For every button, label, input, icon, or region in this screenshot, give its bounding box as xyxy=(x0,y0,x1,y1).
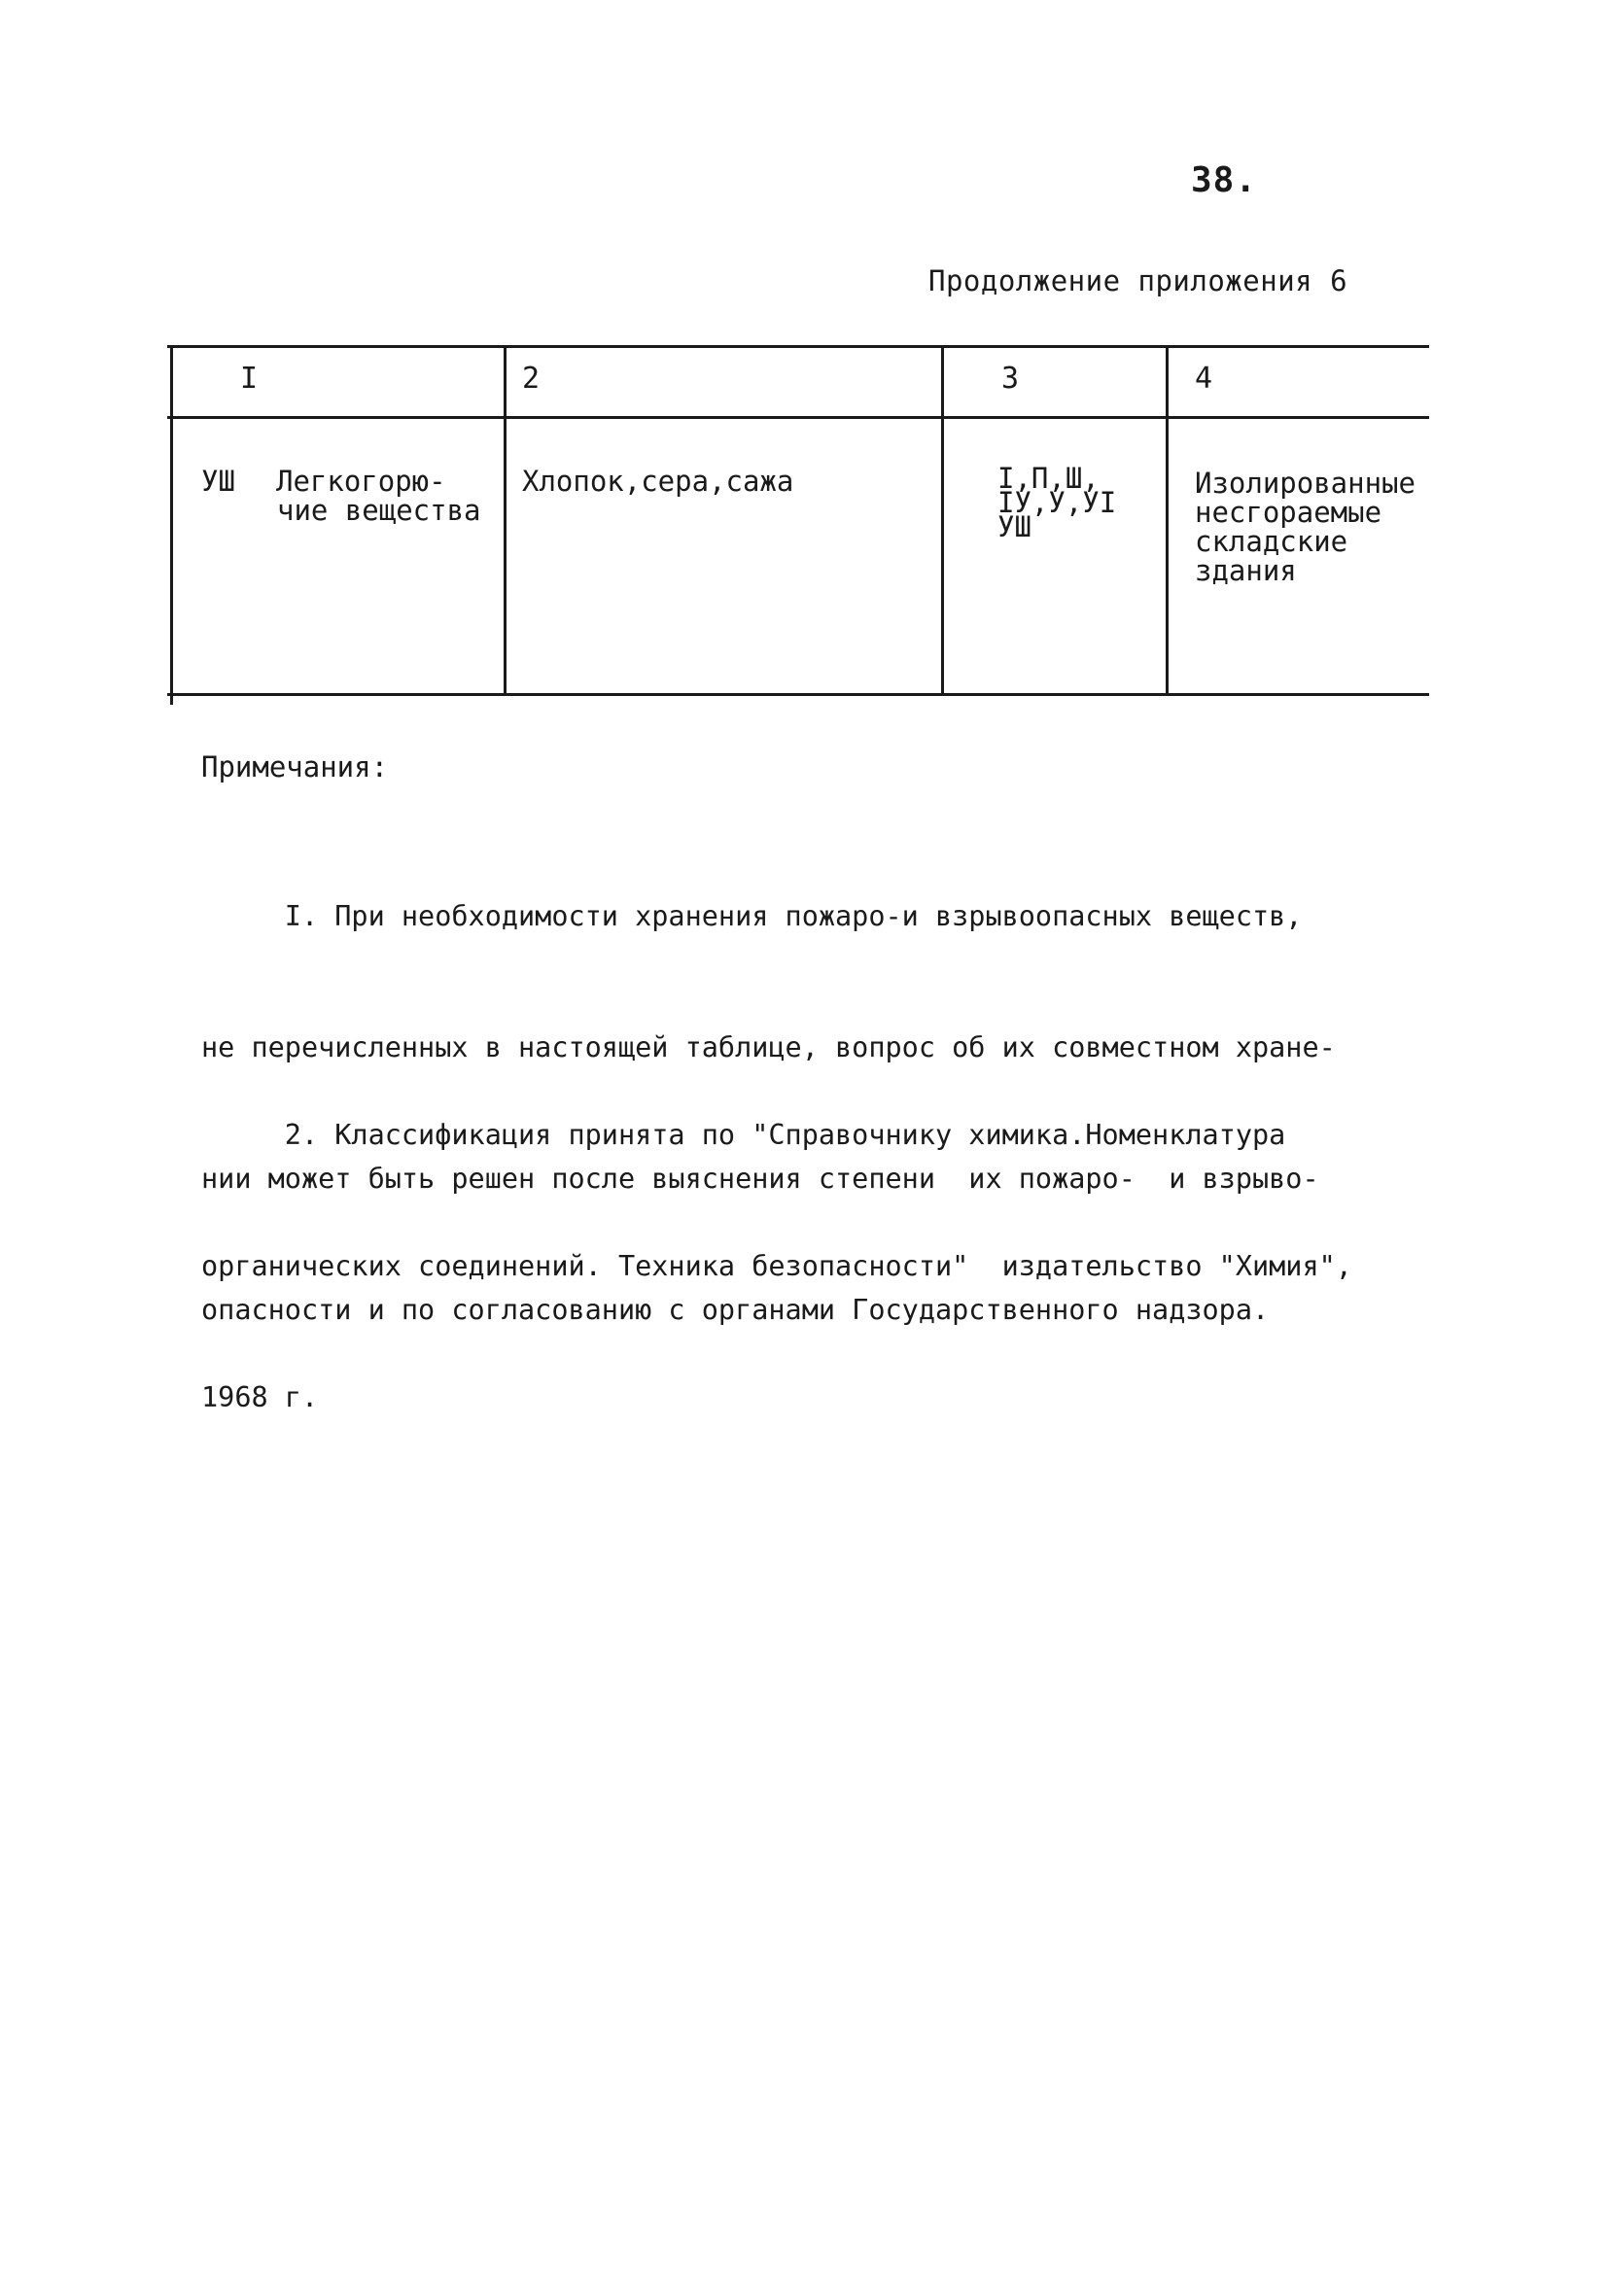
storage-conditions-line: Изолированные xyxy=(1195,467,1416,500)
column-header-3: 3 xyxy=(1001,362,1020,396)
substance-examples: Хлопок,сера,сажа xyxy=(522,465,794,498)
storage-table xyxy=(167,345,1429,697)
column-header-4: 4 xyxy=(1195,362,1213,396)
note-1-line: не перечисленных в настоящей таблице, вопрос об их совместном хране- xyxy=(201,1031,1336,1063)
class-name xyxy=(276,467,481,525)
column-header-1: I xyxy=(240,362,259,396)
table-bottom-rule xyxy=(167,693,1429,696)
class-name-line: Легкогорю- xyxy=(276,465,446,498)
storage-conditions-line: здания xyxy=(1195,554,1297,587)
page-number: 38. xyxy=(1191,160,1258,200)
column-divider-2 xyxy=(941,345,944,693)
note-2-line: 1968 г. xyxy=(201,1381,319,1413)
column-header-2: 2 xyxy=(522,362,541,396)
compatible-classes xyxy=(997,462,1117,543)
note-2 xyxy=(201,1026,1352,1463)
storage-conditions xyxy=(1195,469,1416,585)
note-1-line: опасности и по согласованию с органами Государственного надзора. xyxy=(201,1294,1270,1326)
storage-conditions-line: складские xyxy=(1195,525,1348,558)
note-1-line: нии может быть решен после выяснения степени их пожаро- и взрыво- xyxy=(201,1163,1319,1195)
storage-conditions-line: несгораемые xyxy=(1195,496,1382,529)
continuation-heading: Продолжение приложения 6 xyxy=(928,264,1348,297)
column-divider-3 xyxy=(1166,345,1169,693)
notes-title: Примечания: xyxy=(201,750,389,783)
compatible-classes-line: УШ xyxy=(997,510,1031,543)
note-1-line: I. При необходимости хранения пожаро-и взрывоопасных веществ, xyxy=(201,900,1303,932)
note-2-line: органических соединений. Техника безопасности" издательство "Химия", xyxy=(201,1250,1352,1282)
note-2-line: 2. Классификация принята по "Справочнику химика.Номенклатура xyxy=(201,1119,1286,1151)
compatible-classes-line: IУ,У,УI xyxy=(997,486,1117,519)
class-name-line: чие вещества xyxy=(277,494,481,527)
table-top-rule xyxy=(167,345,1429,348)
class-code: УШ xyxy=(201,465,235,498)
compatible-classes-line: I,П,Ш, xyxy=(997,462,1100,495)
column-divider-1 xyxy=(504,345,507,693)
table-header-rule xyxy=(167,416,1429,419)
table-left-rule xyxy=(170,345,173,705)
